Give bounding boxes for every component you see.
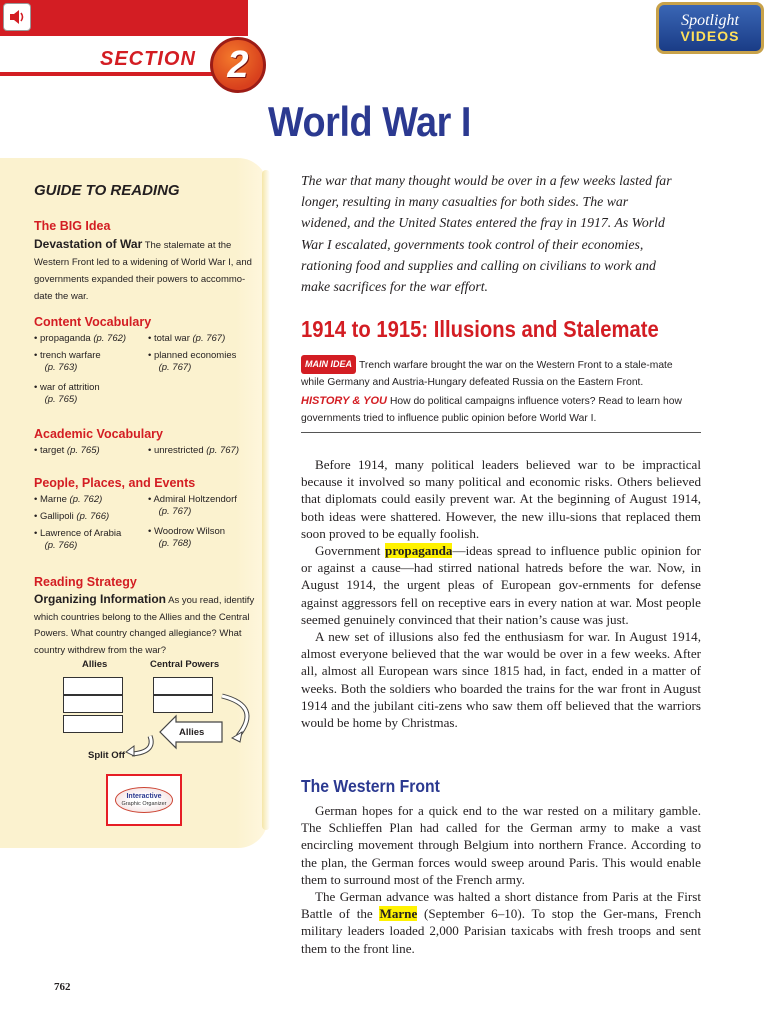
vocab-item: • Admiral Holtzendorf (p. 767): [148, 494, 237, 517]
subheading-western-front: The Western Front: [301, 776, 440, 796]
academic-vocab-heading: Academic Vocabulary: [34, 427, 163, 441]
page-number: 762: [54, 981, 71, 993]
section-heading: 1914 to 1915: Illusions and Stalemate: [301, 316, 659, 342]
vocab-item: • target (p. 765): [34, 445, 100, 456]
paragraph: A new set of illusions also fed the enthusiasm for war. In August 1914, almost everyone believed that the war would be over in a few weeks. After all, almost all European wars since 1815 had, in fact, ended in a matter of weeks. Both the soldiers who boarded the trains for the war front in August 1914 and the jubilant citi-zens who saw them off believed that the warriors would be home by Christmas.: [301, 629, 701, 731]
organizer-central-label: Central Powers: [150, 659, 220, 670]
body-text-block: [301, 456, 701, 731]
history-tag: HISTORY & YOU: [301, 395, 387, 407]
section-number-badge: 2: [210, 37, 266, 93]
organizer-arrows: [0, 0, 268, 780]
vocab-item: • unrestricted (p. 767): [148, 445, 239, 456]
interactive-graphic-organizer-button[interactable]: [106, 774, 182, 826]
history-and-you: [301, 393, 696, 427]
paragraph: Government propaganda—ideas spread to influence public opinion for or against a cause—had stirred national hatreds before the war. Now, in August 1914, the urgent pleas of European gov-ernments for defense against aggressors fell on receptive ears in every nation at war. Most people seemed genuinely convinced that their nation’s cause was just.: [301, 543, 701, 627]
main-idea: [301, 355, 696, 391]
vocab-item: • planned economies (p. 767): [148, 350, 237, 373]
vocab-term-propaganda[interactable]: propaganda: [385, 543, 453, 559]
vocab-item: • propaganda (p. 762): [34, 333, 127, 344]
page-title: World War I: [268, 98, 471, 145]
section-label: SECTION: [100, 48, 196, 70]
big-idea-subheading: Devastation of War: [34, 237, 143, 251]
paragraph: Before 1914, many political leaders believed war to be impractical because it involved so many political and economic risks. Others believed that diplomats could easily prevent war. At the beginning of August 1914, both ideas were shattered. However, the new illu-sions that replaced them soon proved to be equally foolish.: [301, 457, 701, 541]
vocab-item: • Marne (p. 762): [34, 494, 103, 505]
interactive-label: Interactive: [126, 792, 162, 800]
guide-title: GUIDE TO READING: [34, 182, 180, 199]
reading-strategy-heading: Reading Strategy: [34, 575, 137, 589]
interactive-logo: [115, 787, 173, 813]
spotlight-videos-button[interactable]: [656, 2, 764, 54]
paragraph: German hopes for a quick end to the war rested on a military gamble. The Schlieffen Plan had called for the German army to make a vast encircling movement through Belgium into northern France. According to the plan, the German forces would sweep around Paris. This would enable them to surround most of the French army.: [301, 803, 701, 887]
big-idea-body: The stalemate at the Western Front led to a widening of World War I, and governments expanded their powers to accommo-date the war.: [34, 240, 252, 302]
spotlight-label: Spotlight: [681, 11, 739, 29]
main-idea-text: Trench warfare brought the war on the Western Front to a stale-mate while Germany and Austria-Hungary defeated Russia on the Eastern Front.: [301, 360, 673, 388]
divider: [301, 432, 701, 433]
intro-paragraph: The war that many thought would be over in a few weeks lasted far longer, resulting in many casualties for both sides. The war widened, and the United States entered the fray in 1917. As World War I escalated, governments took control of their economies, rationing food and supplies and calling on civilians to work and make sacrifices for the war effort.: [301, 173, 672, 295]
main-idea-tag: MAIN IDEA: [301, 355, 356, 374]
strategy-subheading: Organizing Information: [34, 592, 166, 606]
vocab-item: • Woodrow Wilson (p. 768): [148, 526, 226, 549]
organizer-arrow-label: Allies: [179, 727, 205, 738]
vocab-item: • war of attrition (p. 765): [34, 382, 100, 405]
organizer-split-label: Split Off: [88, 750, 125, 761]
people-heading: People, Places, and Events: [34, 476, 196, 490]
history-text: How do political campaigns influence voters? Read to learn how governments tried to influence public opinion before World War I.: [301, 396, 682, 424]
graphic-organizer-label: Graphic Organizer: [121, 800, 167, 807]
content-vocab-heading: Content Vocabulary: [34, 315, 152, 329]
vocab-item: • trench warfare (p. 763): [34, 350, 101, 373]
vocab-term-marne[interactable]: Marne: [379, 906, 418, 922]
body-text-block: [301, 802, 701, 957]
vocab-item: • total war (p. 767): [148, 333, 226, 344]
vocab-item: • Gallipoli (p. 766): [34, 511, 110, 522]
strategy-body: As you read, identify which countries belong to the Allies and the Central Powers. What country changed allegiance? What country withdrew from the war?: [34, 595, 255, 656]
videos-label: VIDEOS: [680, 27, 740, 44]
vocab-item: • Lawrence of Arabia (p. 766): [34, 528, 122, 551]
big-idea-heading: The BIG Idea: [34, 219, 111, 233]
organizer-allies-label: Allies: [82, 659, 108, 670]
paragraph: The German advance was halted a short distance from Paris at the First Battle of the Marne (September 6–10). To stop the Ger-mans, French military leaders loaded 2,000 Parisian taxicabs with fresh troops and sent them to the front line.: [301, 889, 701, 956]
